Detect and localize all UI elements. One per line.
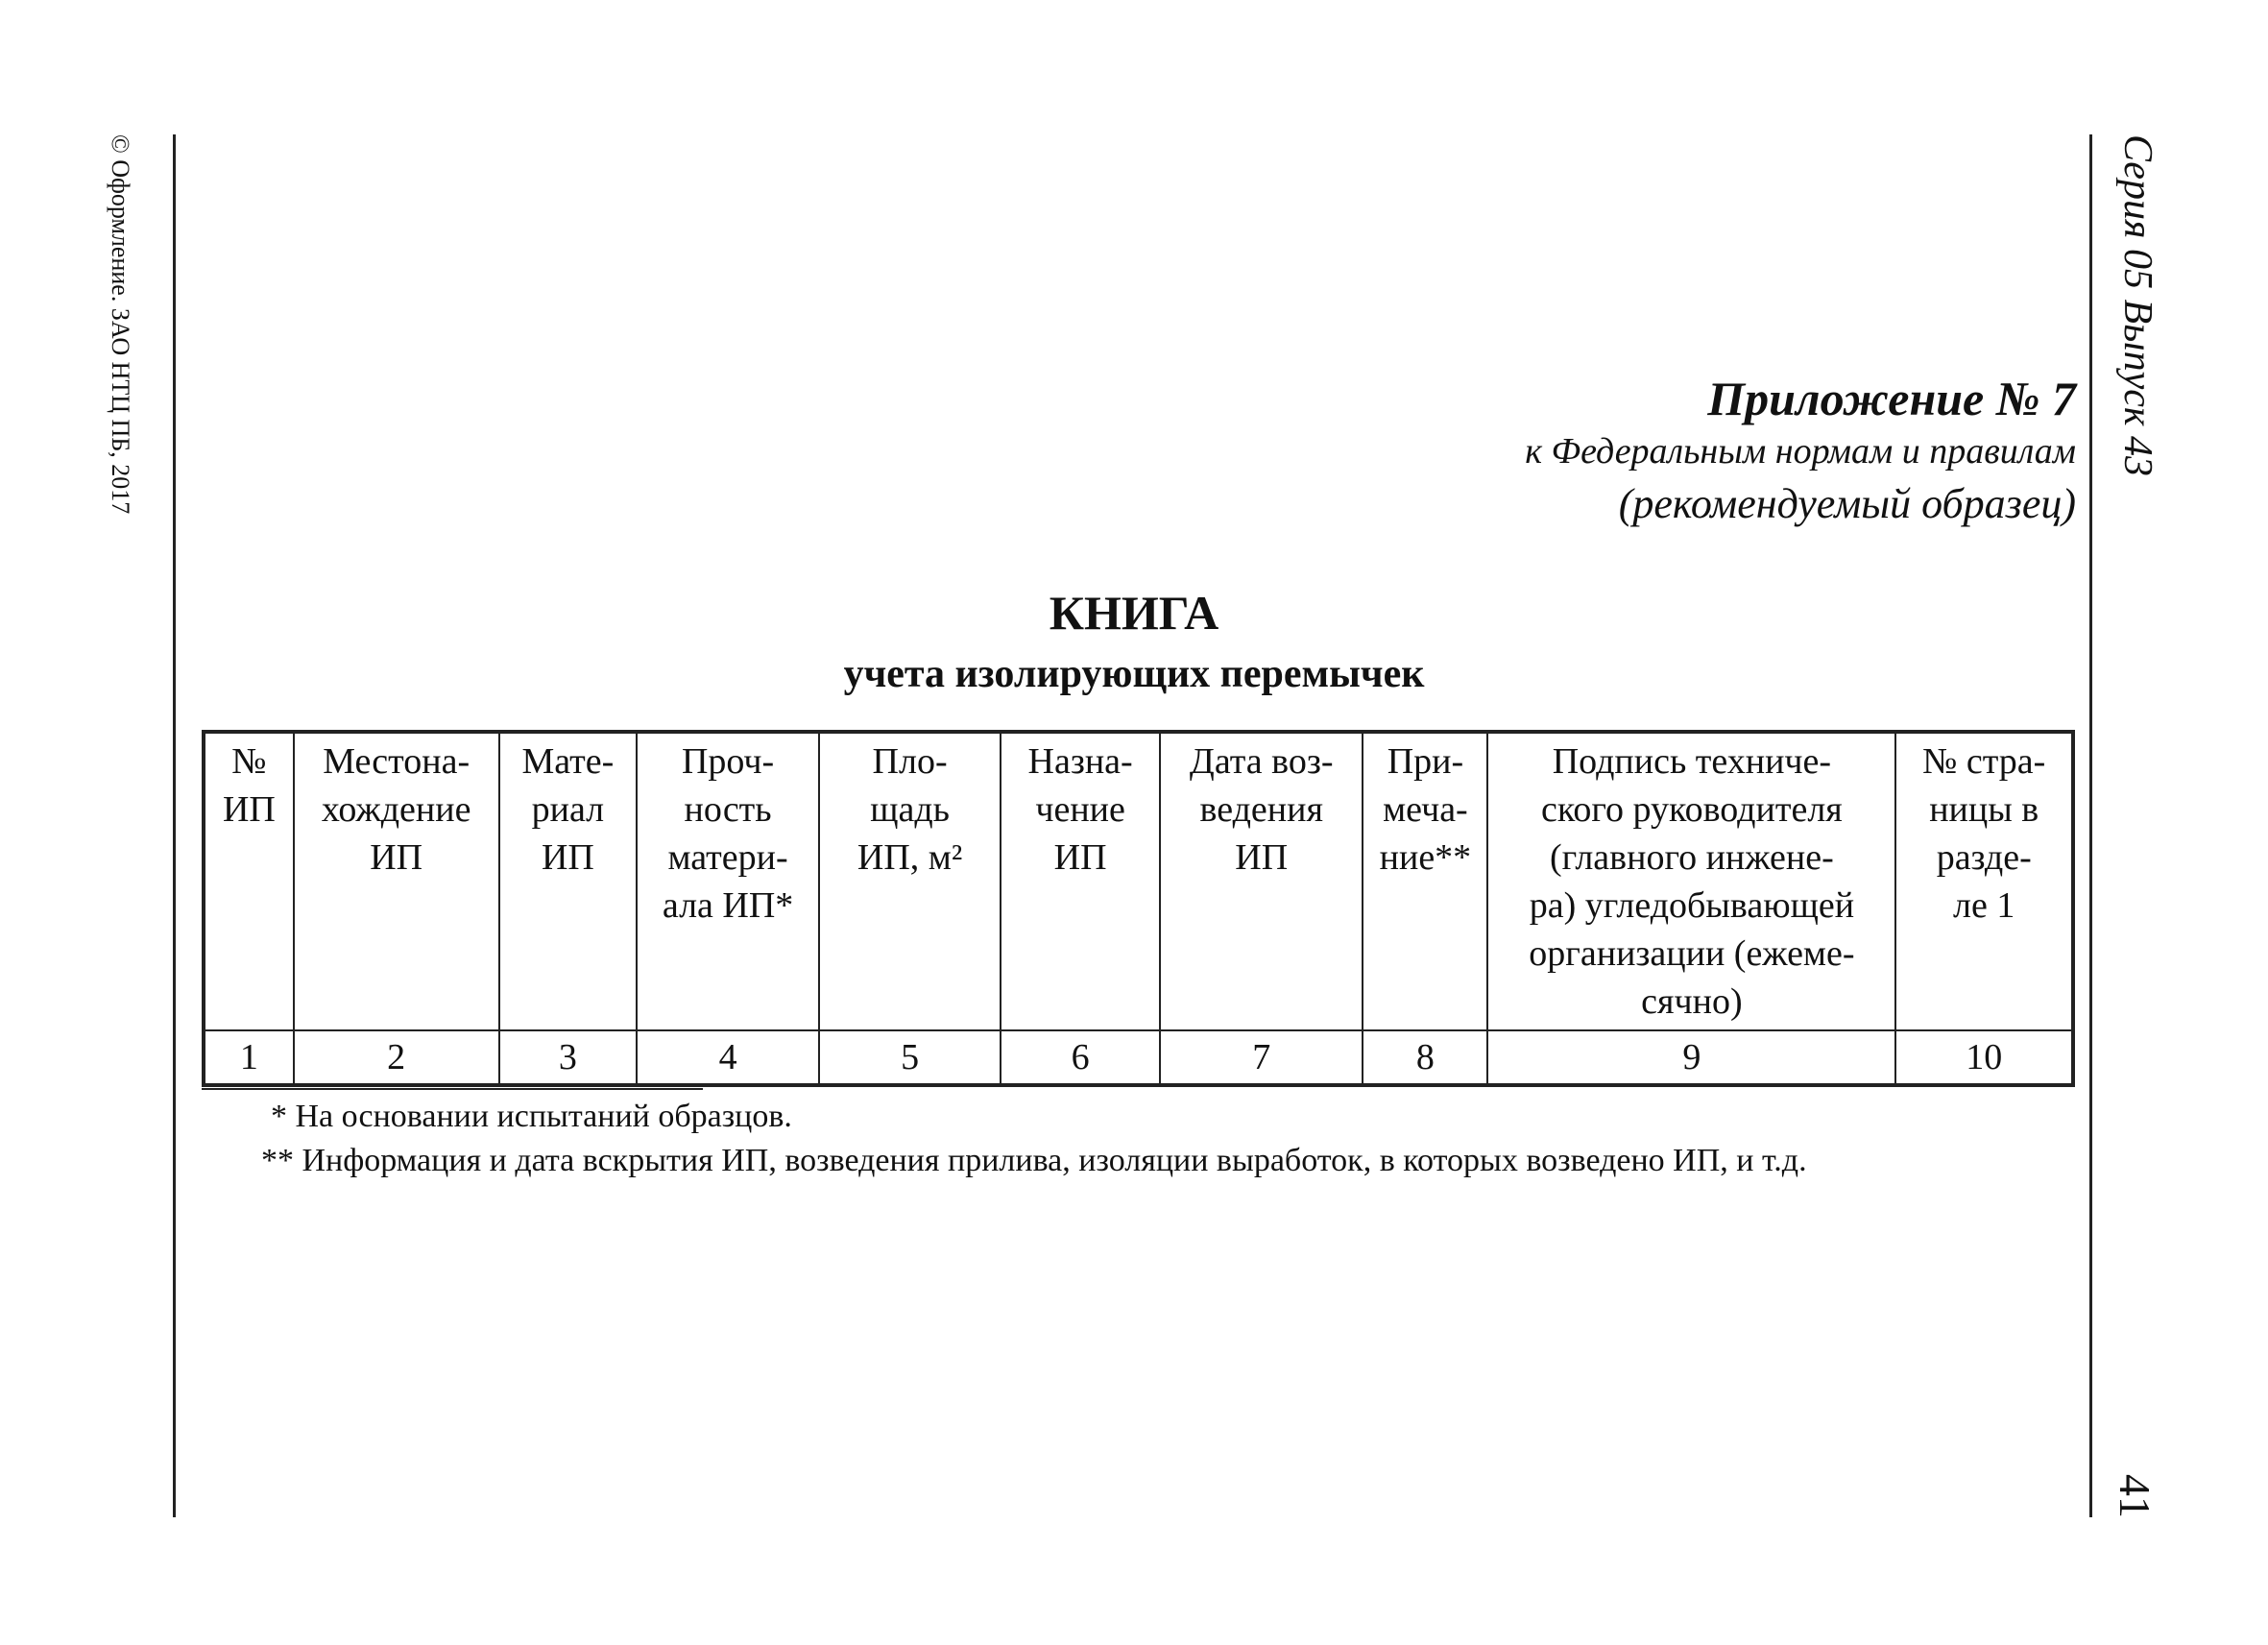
- footnotes: [261, 1095, 1807, 1183]
- appendix-header: [1525, 370, 2076, 533]
- appendix-title: Приложение № 7: [1707, 372, 2076, 425]
- header-cell: Местона- хождение ИП: [294, 732, 499, 1030]
- right-border-line: [2089, 134, 2092, 1517]
- header-cell: Мате- риал ИП: [499, 732, 638, 1030]
- column-number-cell: 5: [819, 1030, 1001, 1085]
- header-cell: № ИП: [204, 732, 294, 1030]
- column-number-cell: 4: [637, 1030, 819, 1085]
- footnote-1: * На основании испытаний образцов.: [271, 1099, 792, 1134]
- document-title: КНИГА: [1049, 586, 1219, 640]
- copyright-note: © Оформление. ЗАО НТЦ ПБ, 2017: [107, 134, 134, 515]
- header-cell: Дата воз- ведения ИП: [1160, 732, 1363, 1030]
- appendix-sample-note: (рекомендуемый образец): [1618, 480, 2076, 527]
- column-number-cell: 10: [1895, 1030, 2073, 1085]
- column-number-cell: 3: [499, 1030, 638, 1085]
- table-header-row: [204, 732, 2073, 1030]
- column-number-cell: 6: [1001, 1030, 1160, 1085]
- column-number-cell: 2: [294, 1030, 499, 1085]
- header-cell: Проч- ность матери- ала ИП*: [637, 732, 819, 1030]
- left-border-line: [173, 134, 176, 1517]
- document-subtitle: учета изолирующих перемычек: [843, 652, 1425, 696]
- column-number-cell: 8: [1363, 1030, 1487, 1085]
- appendix-subtitle: к Федеральным нормам и правилам: [1525, 431, 2076, 472]
- column-number-cell: 9: [1487, 1030, 1895, 1085]
- column-number-cell: 1: [204, 1030, 294, 1085]
- register-table: [202, 730, 2075, 1087]
- table-number-row: [204, 1030, 2073, 1085]
- header-cell: Подпись техниче- ского руководителя (главного инжене- ра) угледобывающей организации (ежеме- сячно): [1487, 732, 1895, 1030]
- series-label: Серия 05 Выпуск 43: [2115, 134, 2159, 476]
- footnote-2: ** Информация и дата вскрытия ИП, возведения прилива, изоляции выработок, в которых возведено ИП, и т.д.: [261, 1143, 1807, 1178]
- page-number: 41: [2111, 1474, 2159, 1518]
- header-cell: № стра- ницы в разде- ле 1: [1895, 732, 2073, 1030]
- document-title-block: [0, 581, 2268, 704]
- column-number-cell: 7: [1160, 1030, 1363, 1085]
- header-cell: Пло- щадь ИП, м²: [819, 732, 1001, 1030]
- header-cell: При- меча- ние**: [1363, 732, 1487, 1030]
- header-cell: Назна- чение ИП: [1001, 732, 1160, 1030]
- footnote-separator: [202, 1088, 703, 1090]
